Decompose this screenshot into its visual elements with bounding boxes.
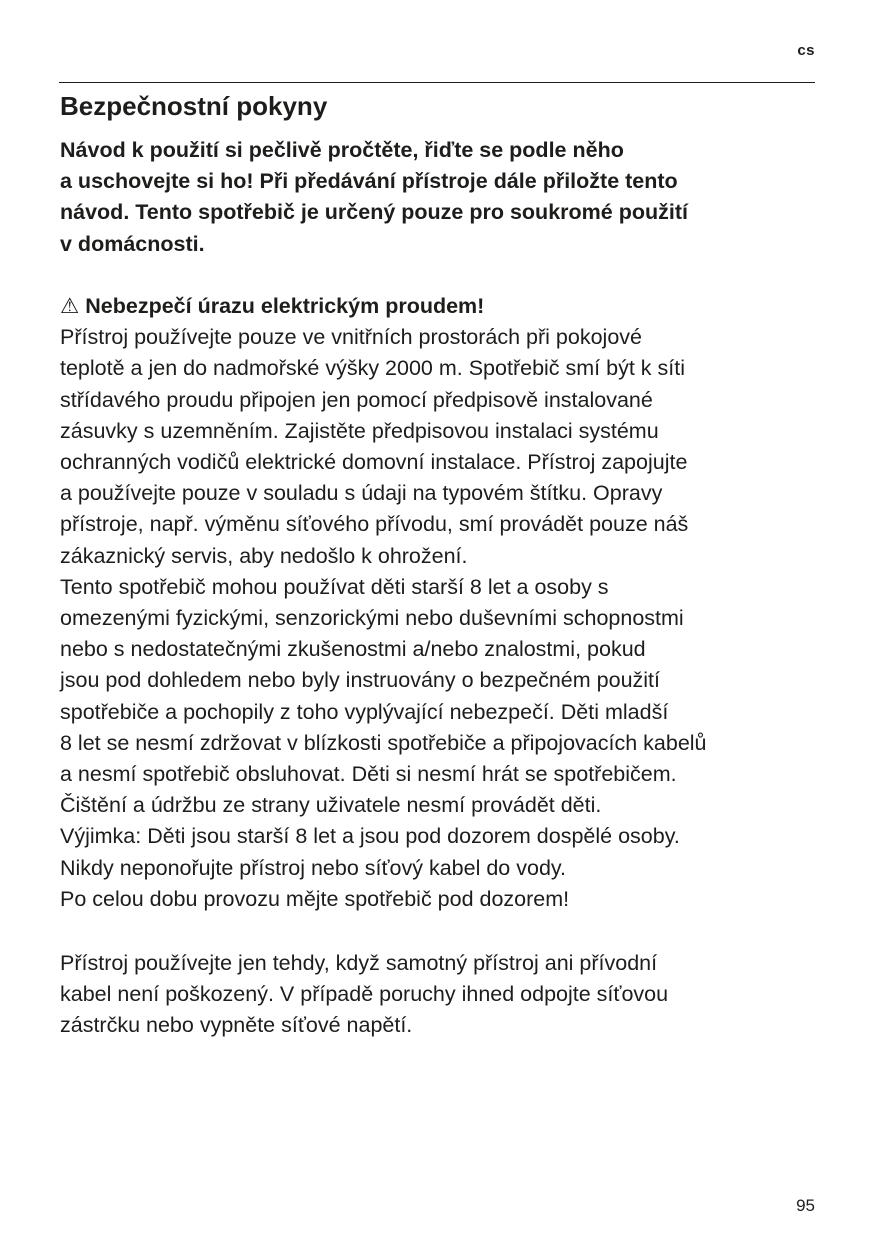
header-divider [59, 82, 815, 83]
warning-line: nebo s nedostatečnými zkušenostmi a/nebo znalostmi, pokud [60, 637, 646, 662]
warning-line: a používejte pouze v souladu s údaji na typovém štítku. Opravy [60, 481, 663, 506]
warning-line: střídavého proudu připojen jen pomocí předpisově instalované [60, 387, 653, 412]
warning-line: zásuvky s uzemněním. Zajistěte předpisovou instalaci systému [60, 418, 659, 443]
warning-line: teplotě a jen do nadmořské výšky 2000 m. Spotřebič smí být k síti [60, 356, 685, 381]
warning-line: Výjimka: Děti jsou starší 8 let a jsou pod dozorem dospělé osoby. [60, 824, 680, 849]
warning-heading: ⚠ Nebezpečí úrazu elektrickým proudem! [60, 294, 485, 318]
warning-line: přístroje, např. výměnu síťového přívodu, smí provádět pouze náš [60, 512, 689, 537]
intro-line: Návod k použití si pečlivě pročtěte, řiďte se podle něho [60, 138, 624, 162]
warning-line: Přístroj používejte pouze ve vnitřních prostorách při pokojové [60, 325, 642, 350]
warning-line: Po celou dobu provozu mějte spotřebič pod dozorem! [60, 886, 570, 911]
closing-line: zástrčku nebo vypněte síťové napětí. [60, 1013, 413, 1038]
warning-line: 8 let se nesmí zdržovat v blízkosti spotřebiče a připojovacích kabelů [60, 730, 707, 755]
warning-line: Nikdy neponořujte přístroj nebo síťový kabel do vody. [60, 855, 567, 880]
intro-line: návod. Tento spotřebič je určený pouze pro soukromé použití [60, 200, 688, 225]
closing-paragraph [60, 948, 830, 1042]
warning-line: zákaznický servis, aby nedošlo k ohrožení. [60, 543, 468, 568]
warning-line: Čištění a údržbu ze strany uživatele nesmí provádět děti. [60, 793, 602, 818]
warning-line: spotřebiče a pochopily z toho vyplývající nebezpečí. Děti mladší [60, 699, 669, 724]
page-number: 95 [796, 1196, 815, 1215]
warning-line: omezenými fyzickými, senzorickými nebo duševními schopnostmi [60, 606, 684, 631]
intro-line: v domácnosti. [60, 231, 205, 256]
closing-line: kabel není poškozený. V případě poruchy ihned odpojte síťovou [60, 982, 669, 1007]
warning-line: a nesmí spotřebič obsluhovat. Děti si nesmí hrát se spotřebičem. [60, 762, 677, 787]
closing-line: Přístroj používejte jen tehdy, když samotný přístroj ani přívodní [60, 951, 658, 975]
section-title: Bezpečnostní pokyny [60, 91, 328, 121]
intro-paragraph [60, 135, 830, 260]
warning-line: ochranných vodičů elektrické domovní instalace. Přístroj zapojujte [60, 450, 688, 475]
language-code: cs [797, 42, 815, 59]
electric-shock-warning [60, 291, 830, 915]
warning-line: jsou pod dohledem nebo byly instruovány o bezpečném použití [60, 668, 660, 693]
intro-line: a uschovejte si ho! Při předávání přístroje dále přiložte tento [60, 169, 678, 194]
warning-line: Tento spotřebič mohou používat děti starší 8 let a osoby s [60, 574, 609, 599]
